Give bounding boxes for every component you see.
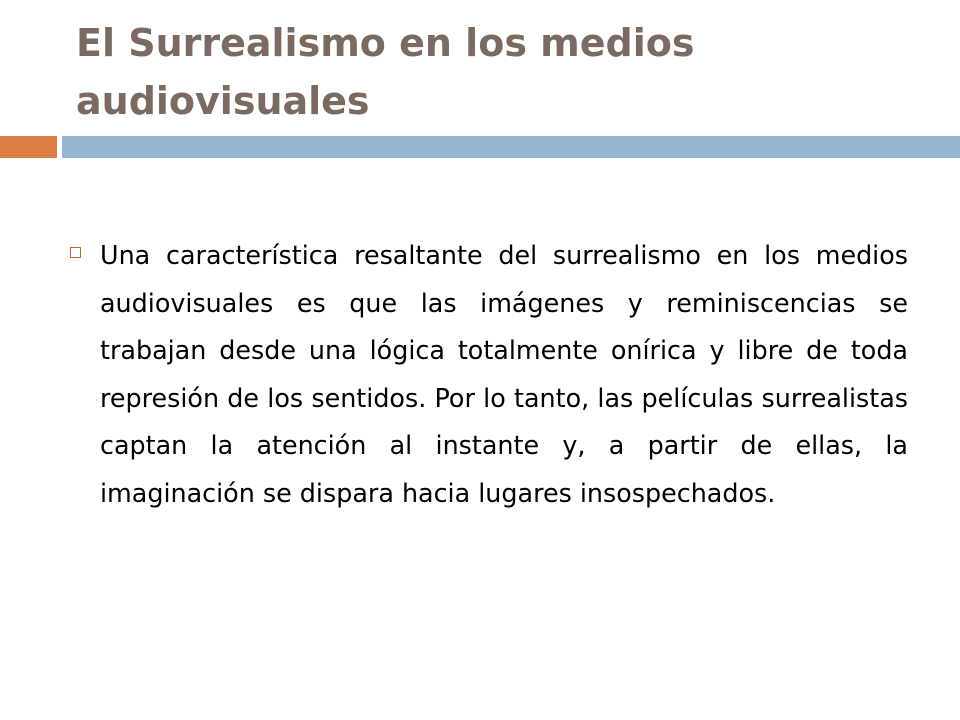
bullet-paragraph: Una característica resaltante del surrealismo en los medios audiovisuales es que las imágenes y reminiscencias se trabajan desde una lógica totalmente onírica y libre de toda represión de los sentidos. Por lo tanto, las películas surrealistas captan la atención al instante y, a partir de ellas, la imaginación se dispara hacia lugares insospechados. — [100, 240, 908, 508]
square-bullet-icon — [70, 247, 81, 258]
accent-bar-blue — [62, 136, 960, 158]
slide-title: El Surrealismo en los medios audiovisuales — [76, 21, 695, 123]
accent-bar-orange — [0, 136, 57, 158]
